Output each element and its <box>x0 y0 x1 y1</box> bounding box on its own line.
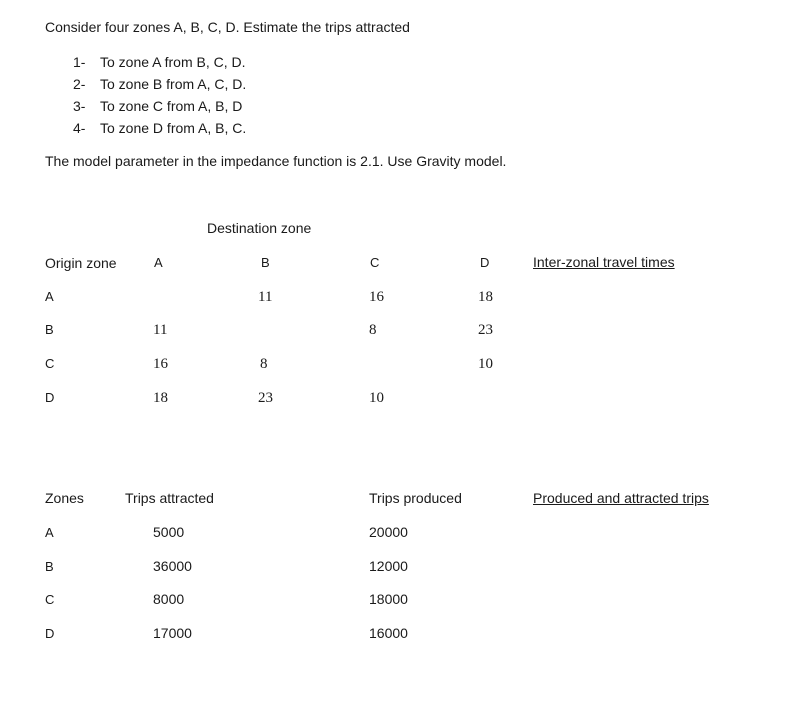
column-header-a: A <box>154 255 163 270</box>
model-parameter-text: The model parameter in the impedance function is 2.1. Use Gravity model. <box>45 153 507 169</box>
column-header-d: D <box>480 255 490 270</box>
row-label-c: C <box>45 356 55 371</box>
table-cell: 18 <box>153 390 168 406</box>
attracted-value: 17000 <box>153 625 192 641</box>
attracted-value: 5000 <box>153 524 185 540</box>
table-cell: 8 <box>369 322 377 338</box>
column-header-c: C <box>370 255 380 270</box>
list-text: To zone C from A, B, D <box>100 98 243 114</box>
table-cell: 18 <box>478 289 493 305</box>
list-number: 1- <box>73 54 86 70</box>
destination-zone-header: Destination zone <box>207 220 312 236</box>
attracted-value: 8000 <box>153 591 185 607</box>
produced-value: 12000 <box>369 558 408 574</box>
produced-value: 18000 <box>369 591 408 607</box>
column-header-b: B <box>261 255 270 270</box>
list-number: 2- <box>73 76 86 92</box>
list-number: 4- <box>73 120 86 136</box>
zones-header: Zones <box>45 490 84 506</box>
table-cell: 10 <box>369 390 384 406</box>
row-label-d: D <box>45 390 55 405</box>
trips-produced-header: Trips produced <box>369 490 462 506</box>
row-label-b: B <box>45 322 54 337</box>
table-cell: 16 <box>153 356 168 372</box>
attracted-value: 36000 <box>153 558 192 574</box>
table-cell: 10 <box>478 356 493 372</box>
trips-caption: Produced and attracted trips <box>533 490 709 506</box>
travel-times-caption: Inter-zonal travel times <box>533 254 675 270</box>
row-label-a: A <box>45 289 54 304</box>
zone-label: B <box>45 559 54 574</box>
intro-text: Consider four zones A, B, C, D. Estimate the trips attracted <box>45 19 410 35</box>
table-cell: 11 <box>153 322 168 338</box>
trips-attracted-header: Trips attracted <box>125 490 214 506</box>
origin-zone-header: Origin zone <box>45 255 117 271</box>
zone-label: D <box>45 626 55 641</box>
zone-label: C <box>45 592 55 607</box>
list-text: To zone A from B, C, D. <box>100 54 246 70</box>
list-number: 3- <box>73 98 86 114</box>
produced-value: 20000 <box>369 524 408 540</box>
table-cell: 8 <box>260 356 268 372</box>
table-cell: 23 <box>258 390 273 406</box>
produced-value: 16000 <box>369 625 408 641</box>
table-cell: 23 <box>478 322 493 338</box>
table-cell: 11 <box>258 289 273 305</box>
zone-label: A <box>45 525 54 540</box>
table-cell: 16 <box>369 289 384 305</box>
list-text: To zone D from A, B, C. <box>100 120 247 136</box>
list-text: To zone B from A, C, D. <box>100 76 247 92</box>
